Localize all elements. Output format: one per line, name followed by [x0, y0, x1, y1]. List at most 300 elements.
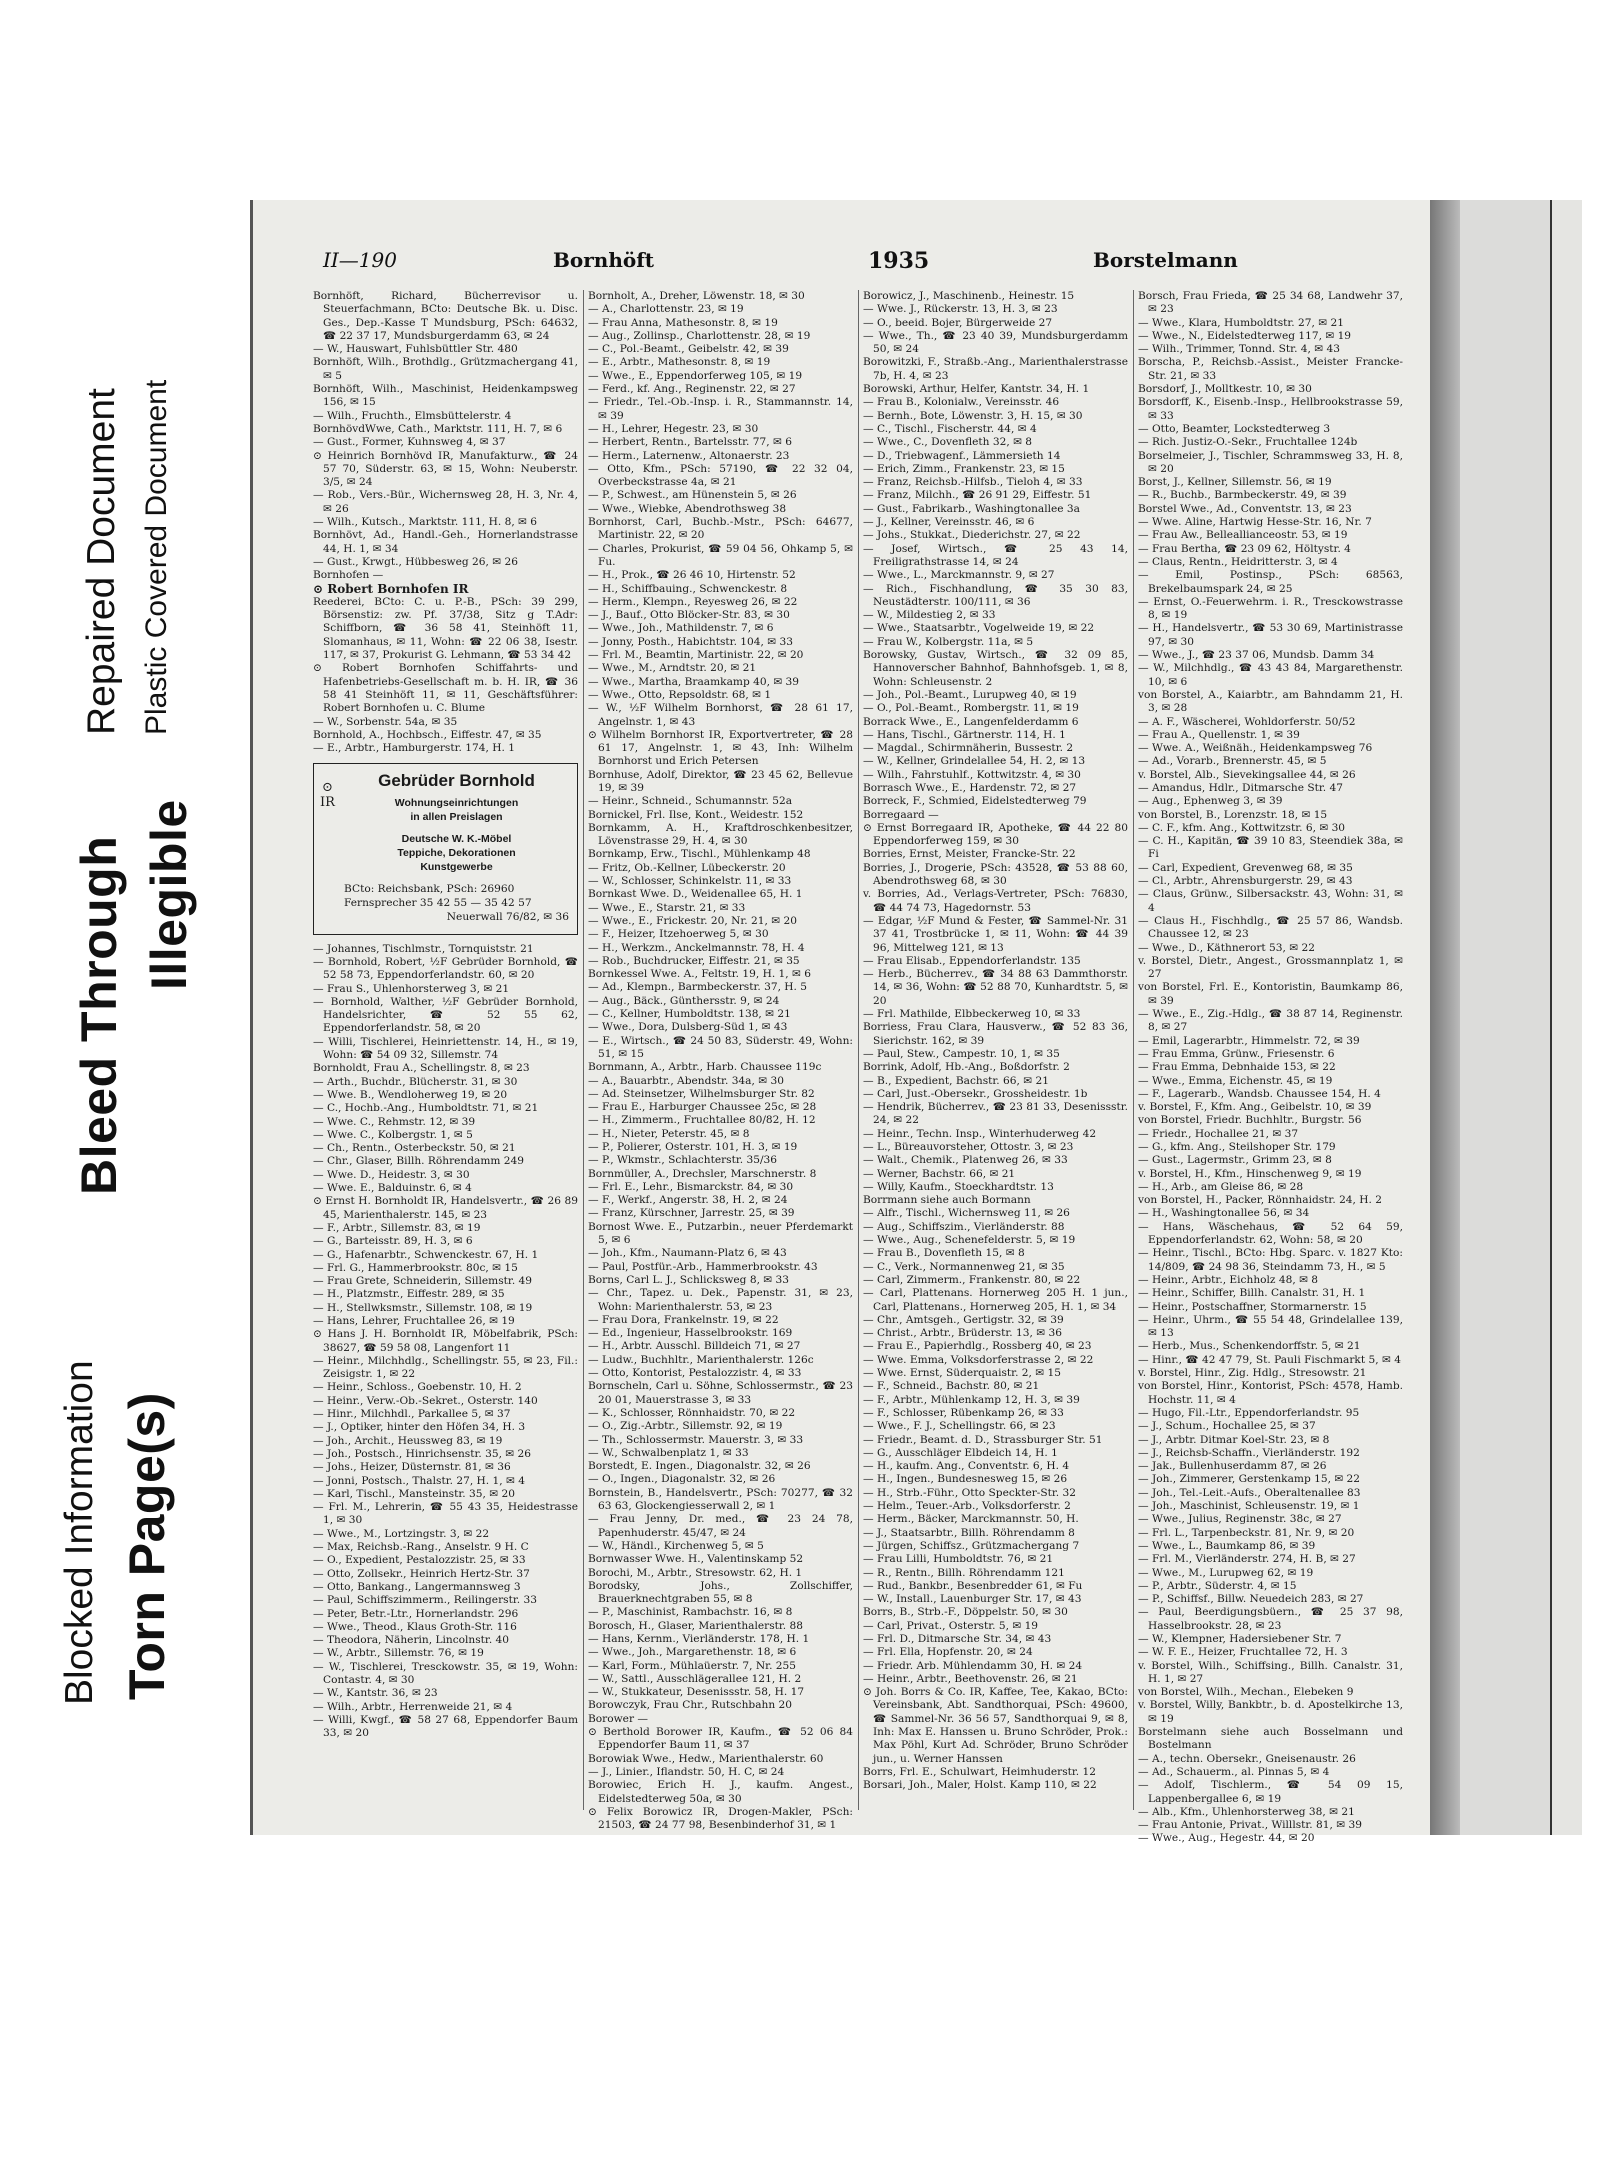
directory-entry: v. Borstel, Alb., Sievekingsallee 44, ✉ 26: [1138, 768, 1356, 781]
directory-entry: Bornholt, A., Dreher, Löwenstr. 18, ✉ 30: [588, 290, 805, 302]
directory-entry: — Wilh., Kutsch., Marktstr. 111, H. 8, ✉ 6: [313, 516, 538, 529]
directory-entry: — Wwe., Otto, Repsoldstr. 68, ✉ 1: [588, 688, 772, 701]
directory-entry: — Frl. Ella, Hopfenstr. 20, ✉ 24: [863, 1646, 1033, 1659]
directory-entry: — Johs., Heizer, Düsternstr. 81, ✉ 36: [313, 1461, 511, 1474]
directory-entry: Borst, J., Kellner, Sillemstr. 56, ✉ 19: [1138, 476, 1332, 489]
directory-entry: — Bernh., Bote, Löwenstr. 3, H. 15, ✉ 30: [863, 409, 1083, 422]
directory-entry: — Frau Aw., Belleallianceostr. 53, ✉ 19: [1138, 529, 1348, 542]
directory-entry: Borsch, Frau Frieda, ☎ 25 34 68, Landwehr 37, ✉ 23: [1138, 290, 1403, 316]
directory-entry: — Wwe., Emma, Eichenstr. 45, ✉ 19: [1138, 1074, 1333, 1087]
column-4: [1138, 290, 1403, 1845]
directory-entry: — Frl. M., Beamtin, Martinistr. 22, ✉ 20: [588, 649, 804, 662]
directory-entry: — H., Platzmstr., Eiffestr. 289, ✉ 35: [313, 1288, 505, 1301]
directory-entry: — H., Lehrer, Hegestr. 23, ✉ 30: [588, 422, 759, 435]
directory-entry: — Heinr., Schiffer, Billh. Canalstr. 31, H. 1: [1138, 1287, 1366, 1300]
directory-entry: — Joh., Archit., Heussweg 83, ✉ 19: [313, 1434, 503, 1447]
directory-entry: — Otto, Zollsekr., Heinrich Hertz-Str. 37: [313, 1567, 530, 1580]
directory-entry: — Karl, Form., Mühlaüerstr. 7, Nr. 255: [588, 1659, 797, 1672]
directory-entry: — Wwe., M., Lortzingstr. 3, ✉ 22: [313, 1527, 490, 1540]
directory-entry: — Willy, Kaufm., Stoeckhardtstr. 13: [863, 1180, 1054, 1193]
directory-entry: — Hans, Tischl., Gärtnerstr. 114, H. 1: [863, 728, 1066, 741]
directory-entry: — Franz, Kürschner, Jarrestr. 25, ✉ 39: [588, 1207, 795, 1220]
directory-entry: — Claus, Rentn., Heidritterstr. 3, ✉ 4: [1138, 555, 1338, 568]
directory-entry: — Carl, Zimmerm., Frankenstr. 80, ✉ 22: [863, 1273, 1081, 1286]
directory-entry: — Chr., Tapez. u. Dek., Papenstr. 31, ✉ 23, Wohn: Marienthalerstr. 53, ✉ 23: [588, 1287, 853, 1313]
directory-entry: Bornkessel Wwe. A., Feltstr. 19, H. 1, ✉ 6: [588, 968, 812, 981]
directory-entry: — Wwe., Aug., Schenefelderstr. 5, ✉ 19: [863, 1234, 1076, 1247]
directory-entry: — W., Schwalbenplatz 1, ✉ 33: [588, 1446, 749, 1459]
directory-entry: — E., Arbtr., Mathesonstr. 8, ✉ 19: [588, 356, 771, 369]
directory-entry: — F., Schneid., Bachstr. 80, ✉ 21: [863, 1380, 1040, 1393]
directory-entry: — Herm., Laternenw., Altonaerstr. 23: [588, 449, 790, 462]
directory-entry: — H., Arbtr. Ausschl. Billdeich 71, ✉ 27: [588, 1340, 801, 1353]
directory-entry: Borstelmann siehe auch Bosselmann und Bostelmann: [1138, 1726, 1403, 1752]
directory-entry: — Frl. L., Tarpenbeckstr. 81, Nr. 9, ✉ 20: [1138, 1526, 1355, 1539]
directory-entry: — Ferd., kf. Ang., Reginenstr. 22, ✉ 27: [588, 383, 796, 396]
directory-entry: — Hans, Wäschehaus, ☎ 52 64 59, Eppendorferlandstr. 62, Wohn: 58, ✉ 20: [1138, 1220, 1403, 1247]
directory-entry: Borstel Wwe., Ad., Conventstr. 13, ✉ 23: [1138, 502, 1352, 515]
directory-entry: — Frau S., Uhlenhorsterweg 3, ✉ 21: [313, 982, 510, 995]
directory-entry: — Jonni, Postsch., Thalstr. 27, H. 1, ✉ 4: [313, 1474, 525, 1487]
directory-entry: — F., Arbtr., Sillemstr. 83, ✉ 19: [313, 1221, 481, 1234]
directory-entry: — W., Milchhdlg., ☎ 43 43 84, Margarethenstr. 10, ✉ 6: [1138, 662, 1403, 688]
header-first-word: Bornhöft: [553, 248, 655, 272]
directory-entry: — Wwe. A., Weißnäh., Heidenkampsweg 76: [1138, 742, 1373, 755]
directory-entry: Bornickel, Frl. Ilse, Kont., Weidestr. 152: [588, 808, 804, 821]
directory-entry: Bornmüller, A., Drechsler, Marschnerstr. 8: [588, 1167, 817, 1180]
directory-entry: — C., Kellner, Humboldtstr. 138, ✉ 21: [588, 1008, 791, 1021]
directory-entry: — Carl, Plattenans. Hornerweg 205 H. 1 jun., Carl, Plattenans., Hornerweg 205, H. 1, ✉ 34: [863, 1287, 1128, 1313]
directory-entry: — H., Strb.-Führ., Otto Speckter-Str. 32: [863, 1486, 1077, 1499]
directory-entry: Borower —: [588, 1712, 648, 1725]
directory-entry: — Chr., Glaser, Billh. Röhrendamm 249: [313, 1155, 525, 1168]
directory-entry: — Theodora, Näherin, Lincolnstr. 40: [313, 1634, 510, 1647]
directory-entry: — Wwe., F. J., Schellingstr. 66, ✉ 23: [863, 1420, 1056, 1433]
directory-entry: Borowsky, Gustav, Wirtsch., ☎ 32 09 85, Hannoverscher Bahnhof, Bahnhofsgeb. 1, ✉ 8, Wohn: Schleusenstr. 2: [863, 649, 1128, 688]
directory-entry: — Friedr., Tel.-Ob.-Insp. i. R., Stammannstr. 14, ✉ 39: [588, 396, 853, 422]
directory-entry: — Joh., Kfm., Naumann-Platz 6, ✉ 43: [588, 1247, 787, 1260]
header-last-word: Borstelmann: [1093, 248, 1238, 272]
directory-entry: — E., Arbtr., Hamburgerstr. 174, H. 1: [313, 742, 515, 755]
directory-entry: — Heinr., Arbtr., Eichholz 48, ✉ 8: [1138, 1273, 1319, 1286]
directory-entry: v. Borstel, H., Kfm., Hinschenweg 9, ✉ 19: [1138, 1167, 1362, 1180]
directory-entry: — Ad. Steinsetzer, Wilhelmsburger Str. 82: [588, 1087, 815, 1100]
directory-entry: — Wwe. D., Heidestr. 3, ✉ 30: [313, 1168, 470, 1181]
directory-entry: Bornhöft, Wilh., Brothdlg., Grützmachergang 41, ✉ 5: [313, 356, 578, 382]
directory-entry: — Franz, Reichsb.-Hilfsb., Tieloh 4, ✉ 33: [863, 476, 1083, 489]
directory-entry: — J., Linier., Iflandstr. 50, H. C, ✉ 24: [588, 1765, 785, 1778]
directory-entry: — Otto, Bankang., Langermannsweg 3: [313, 1580, 521, 1593]
ad-line-1: Wohnungseinrichtungen: [394, 796, 519, 809]
directory-entry: — J., Staatsarbtr., Billh. Röhrendamm 8: [863, 1526, 1075, 1539]
directory-entry: — Heinr., Postschaffner, Stormarnerstr. 15: [1138, 1300, 1367, 1313]
page-gutter-shadow: [1430, 200, 1460, 1835]
directory-entry: — Wwe., Klara, Humboldtstr. 27, ✉ 21: [1138, 316, 1344, 329]
directory-entry: — Wwe. J., Rückerstr. 13, H. 3, ✉ 23: [863, 303, 1058, 316]
directory-entry: — Gust., Krwgt., Hübbesweg 26, ✉ 26: [313, 555, 518, 568]
ad-line-3: Deutsche W. K.-Möbel: [401, 832, 512, 845]
directory-entry: — Adolf, Tischlerm., ☎ 54 09 15, Lappenbergallee 6, ✉ 19: [1138, 1779, 1403, 1805]
ad-line-4: Teppiche, Dekorationen: [397, 846, 516, 859]
column-4-entries: [1138, 290, 1403, 1846]
directory-entry: — H., Arb., am Gleise 86, ✉ 28: [1138, 1180, 1304, 1193]
directory-entry: — Ernst, O.-Feuerwehrm. i. R., Tresckowstrasse 8, ✉ 19: [1138, 595, 1403, 622]
directory-entry: — Frau A., Quellenstr. 1, ✉ 39: [1138, 728, 1300, 741]
directory-entry: Borrs, B., Strb.-F., Döppelstr. 50, ✉ 30: [863, 1606, 1068, 1619]
directory-entry: Borodsky, Johs., Zollschiffer, Brauerknechtgraben 55, ✉ 8: [588, 1579, 853, 1606]
directory-entry: — W., Kantstr. 36, ✉ 23: [313, 1687, 438, 1700]
directory-entry: ⊙ Wilhelm Bornhorst IR, Exportvertreter, ☎ 28 61 17, Angelnstr. 1, ✉ 43, Inh: Wilhelm Bornhorst und Erich Petersen: [588, 728, 853, 768]
directory-entry: von Borstel, Frl. E., Kontoristin, Baumkamp 86, ✉ 39: [1138, 981, 1403, 1007]
directory-entry: — C. H., Kapitän, ☎ 39 10 83, Steendiek 38a, ✉ Fi: [1138, 835, 1403, 861]
directory-entry: — Rob., Buchdrucker, Eiffestr. 21, ✉ 35: [588, 954, 800, 967]
directory-entry: — Rud., Bankbr., Besenbredder 61, ✉ Fu: [863, 1579, 1083, 1592]
adjacent-page-edge: [1550, 200, 1582, 1835]
directory-entry: — Frau E., Papierhdlg., Rossberg 40, ✉ 23: [863, 1340, 1092, 1353]
directory-entry: — Wwe., D., Käthnerort 53, ✉ 22: [1138, 941, 1315, 954]
directory-entry: — Th., Schlossermstr. Mauerstr. 3, ✉ 33: [588, 1433, 804, 1446]
directory-entry: — Rich. Justiz-O.-Sekr., Fruchtallee 124b: [1138, 436, 1358, 449]
directory-entry: — Paul, Schiffszimmerm., Reilingerstr. 33: [313, 1594, 537, 1607]
directory-entry: — Erich, Zimm., Frankenstr. 23, ✉ 15: [863, 462, 1065, 475]
directory-entry: — F., Schlosser, Rübenkamp 26, ✉ 33: [863, 1406, 1064, 1419]
directory-entry: — F., Heizer, Itzehoerweg 5, ✉ 30: [588, 928, 769, 941]
directory-entry: — W., Mildestieg 2, ✉ 33: [863, 609, 996, 622]
directory-entry: v. Borstel, Wilh., Schiffsing., Billh. Canalstr. 31, H. 1, ✉ 27: [1138, 1659, 1403, 1685]
directory-entry: — Jürgen, Schiffsz., Grützmachergang 7: [863, 1539, 1080, 1552]
directory-entry: Bornkamm, A. H., Kraftdroschkenbesitzer, Lövenstrasse 29, H. 4, ✉ 30: [588, 821, 853, 848]
label-torn-pages: Torn Page(s): [119, 1392, 175, 1700]
directory-entry: — Wwe., Joh., Margarethenstr. 18, ✉ 6: [588, 1646, 797, 1659]
ad-phone: Fernsprecher 35 42 55 — 35 42 57: [344, 896, 532, 909]
directory-entry: — Josef, Wirtsch., ☎ 25 43 14, Freiligrathstrasse 14, ✉ 24: [863, 542, 1128, 568]
directory-entry: — Wwe., Dora, Dulsberg-Süd 1, ✉ 43: [588, 1021, 788, 1034]
directory-entry: — Frl. M., Vierländerstr. 274, H. B, ✉ 27: [1138, 1553, 1356, 1566]
directory-entry: — Rob., Vers.-Bür., Wichernsweg 28, H. 3, Nr. 4, ✉ 26: [313, 489, 578, 515]
directory-entry: Reederei, BCto: C. u. P.-B., PSch: 39 299, Börsenstiz: zw. Pf. 37/38, Sitz g T.Adr: Schiffborn, ☎ 36 58 41, Steinhöft 11, Slomanhaus, ✉ 11, Wohn: ☎ 22 06 38, Isestr. 117, ✉ 37, Prokurist G. Lehmann, ☎ 53 34 42: [313, 595, 578, 662]
directory-entry: — Willi, Kwgf., ☎ 58 27 68, Eppendorfer Baum 33, ✉ 20: [313, 1713, 578, 1740]
column-1-entries-top: [313, 290, 578, 755]
directory-entry: — Frau Dora, Frankelnstr. 19, ✉ 22: [588, 1313, 779, 1326]
directory-entry: — G., Barteisstr. 89, H. 3, ✉ 6: [313, 1235, 473, 1248]
directory-entry: — Frau Lilli, Humboldtstr. 76, ✉ 21: [863, 1553, 1054, 1566]
directory-entry: — Karl, Tischl., Mansteinstr. 35, ✉ 20: [313, 1487, 515, 1500]
directory-entry: Borregaard —: [863, 808, 939, 821]
directory-entry: v. Borstel, Hinr., Zig. Hdlg., Stresowstr. 21: [1138, 1367, 1367, 1380]
directory-entry: von Borstel, H., Packer, Rönnhaidstr. 24, H. 2: [1138, 1194, 1382, 1207]
directory-entry: — Paul, Postfür.-Arb., Hammerbrookstr. 43: [588, 1260, 818, 1273]
directory-entry: — Christ., Arbtr., Brüderstr. 13, ✉ 36: [863, 1327, 1062, 1340]
directory-entry: Borosch, H., Glaser, Marienthalerstr. 88: [588, 1619, 804, 1632]
directory-entry: — W., Tischlerei, Tresckowstr. 35, ✉ 19, Wohn: Contastr. 4, ✉ 30: [313, 1660, 578, 1687]
directory-entry: Borsdorf, J., Molltkestr. 10, ✉ 30: [1138, 383, 1312, 396]
directory-entry: ⊙ Ernst Borregaard IR, Apotheke, ☎ 44 22 80 Eppendorferweg 159, ✉ 30: [863, 821, 1128, 848]
directory-entry: — Claus, Grünw., Silbersackstr. 43, Wohn: 31, ✉ 4: [1138, 888, 1403, 914]
column-2-entries: [588, 290, 853, 1832]
directory-entry: — H., Werkzm., Anckelmannstr. 78, H. 4: [588, 941, 805, 954]
directory-entry: — D., Triebwagenf., Lämmersieth 14: [863, 449, 1061, 462]
page-number: II—190: [323, 248, 397, 272]
page-header: [323, 248, 1403, 280]
directory-entry: — Heinr., Techn. Insp., Winterhuderweg 42: [863, 1127, 1097, 1140]
directory-entry: — Carl, Just.-Obersekr., Grossheidestr. 1b: [863, 1087, 1088, 1100]
directory-entry: Borowski, Arthur, Helfer, Kantstr. 34, H. 1: [863, 383, 1090, 396]
directory-entry: Bornstein, B., Handelsvertr., PSch: 70277, ☎ 32 63 63, Glockengiesserwall 2, ✉ 1: [588, 1486, 853, 1513]
directory-entry: — Frl. D., Ditmarsche Str. 34, ✉ 43: [863, 1632, 1052, 1645]
directory-entry: — H., Handelsvertr., ☎ 53 30 69, Martinistrasse 97, ✉ 30: [1138, 622, 1403, 648]
directory-entry: — P., Schwest., am Hünenstein 5, ✉ 26: [588, 489, 797, 502]
directory-entry: Borowiak Wwe., Hedw., Marienthalerstr. 60: [588, 1752, 824, 1765]
directory-entry: — H., Prok., ☎ 26 46 10, Hirtenstr. 52: [588, 569, 796, 582]
directory-entry: — Frau E., Harburger Chaussee 25c, ✉ 28: [588, 1101, 817, 1114]
directory-entry: Borsari, Joh., Maler, Holst. Kamp 110, ✉ 22: [863, 1779, 1097, 1792]
directory-entry: von Borstel, Hinr., Kontorist, PSch: 4578, Hamb. Hochstr. 11, ✉ 4: [1138, 1380, 1403, 1406]
directory-entry: — W., Schlosser, Schinkelstr. 11, ✉ 33: [588, 875, 792, 888]
directory-entry: — H., Stellwksmstr., Sillemstr. 108, ✉ 19: [313, 1301, 533, 1314]
directory-entry: — Peter, Betr.-Ltr., Hornerlandstr. 296: [313, 1607, 519, 1620]
directory-entry: — Hans, Kernm., Vierländerstr. 178, H. 1: [588, 1632, 810, 1645]
directory-entry: ⊙ Robert Bornhofen Schiffahrts- und Hafenbetriebs-Gesellschaft m. b. H. IR, ☎ 36 58 41 Steinhöft 11, ✉ 11, Geschäftsführer: Robert Bornhofen u. C. Blume: [313, 662, 578, 715]
header-year: 1935: [868, 248, 930, 274]
directory-entry: — Hugo, Fil.-Ltr., Eppendorferlandstr. 95: [1138, 1406, 1360, 1419]
directory-entry: Bornwasser Wwe. H., Valentinskamp 52: [588, 1553, 804, 1566]
directory-entry: — Friedr. Arb. Mühlendamm 30, H. ✉ 24: [863, 1659, 1083, 1672]
directory-entry: — A. F., Wäscherei, Wohldorferstr. 50/52: [1138, 715, 1356, 728]
directory-entry: — Ed., Ingenieur, Hasselbrookstr. 169: [588, 1327, 793, 1340]
directory-entry: — Wilh., Fruchth., Elmsbüttelerstr. 4: [313, 409, 512, 422]
directory-entry: v. Borries, Ad., Verlags-Vertreter, PSch: 76830, ☎ 44 74 73, Hagedornstr. 53: [863, 888, 1128, 914]
directory-entry: Bornhöft, Wilh., Maschinist, Heidenkampsweg 156, ✉ 15: [313, 383, 578, 409]
directory-entry: — A., techn. Obersekr., Gneisenaustr. 26: [1138, 1752, 1356, 1765]
directory-entry: Bornhorst, Carl, Buchb.-Mstr., PSch: 64677, Martinistr. 22, ✉ 20: [588, 516, 853, 542]
label-bleed-through: Bleed Through: [71, 835, 127, 1195]
directory-entry: — Otto, Kfm., PSch: 57190, ☎ 22 32 04, Overbeckstrasse 4a, ✉ 21: [588, 462, 853, 489]
directory-entry: Borries, J., Drogerie, PSch: 43528, ☎ 53 88 60, Abendrothsweg 68, ✉ 30: [863, 861, 1128, 888]
directory-entry: — R., Rentn., Billh. Röhrendamm 121: [863, 1566, 1065, 1579]
directory-entry: Bornhuse, Adolf, Direktor, ☎ 23 45 62, Bellevue 19, ✉ 39: [588, 768, 853, 794]
directory-entry: ⊙ Robert Bornhofen IR: [313, 581, 469, 596]
directory-entry: — P., Polierer, Osterstr. 101, H. 3, ✉ 19: [588, 1141, 798, 1153]
scanned-directory-page: [250, 200, 1580, 1845]
directory-entry: — Herb., Bücherrev., ☎ 34 88 63 Dammthorstr. 14, ✉ 36, Wohn: ☎ 52 88 70, Kunhardtstr. 5, ✉ 20: [863, 968, 1128, 1007]
directory-entry: — Aug., Zollinsp., Charlottenstr. 28, ✉ 19: [588, 329, 811, 342]
directory-entry: — W., Arbtr., Sillemstr. 76, ✉ 19: [313, 1647, 484, 1660]
directory-entry: — Rich., Fischhandlung, ☎ 35 30 83, Neustädterstr. 100/111, ✉ 36: [863, 582, 1128, 608]
directory-entry: — Frau B., Kolonialw., Vereinsstr. 46: [863, 396, 1060, 409]
directory-entry: Bornhold, A., Hochbsch., Eiffestr. 47, ✉ 35: [313, 728, 542, 741]
directory-entry: — Ludw., Buchhltr., Marienthalerstr. 126c: [588, 1353, 814, 1366]
directory-entry: — Herbert, Rentn., Bartelsstr. 77, ✉ 6: [588, 436, 792, 449]
directory-entry: — O., Ingen., Diagonalstr. 32, ✉ 26: [588, 1473, 776, 1486]
column-3-entries: [863, 290, 1128, 1793]
directory-entry: Borochi, M., Arbtr., Stresowstr. 62, H. 1: [588, 1566, 803, 1579]
directory-entry: — Herb., Mus., Schenkendorffstr. 5, ✉ 21: [1138, 1340, 1361, 1353]
column-divider: [1133, 290, 1134, 1810]
directory-entry: — Wwe., Aug., Hegestr. 44, ✉ 20: [1138, 1832, 1315, 1845]
directory-entry: — Helm., Teuer.-Arb., Volksdorferstr. 2: [863, 1500, 1071, 1513]
directory-entry: — Wwe., Wiebke, Abendrothsweg 38: [588, 502, 787, 515]
directory-entry: — C., Pol.-Beamt., Geibelstr. 42, ✉ 39: [588, 343, 789, 356]
directory-entry: — Aug., Bäck., Günthersstr. 9, ✉ 24: [588, 994, 780, 1007]
directory-entry: — Wwe., Theod., Klaus Groth-Str. 116: [313, 1620, 517, 1633]
directory-entry: von Borstel, B., Lorenzstr. 18, ✉ 15: [1138, 808, 1328, 821]
directory-entry: — Joh., Pol.-Beamt., Lurupweg 40, ✉ 19: [863, 688, 1077, 701]
directory-entry: — J., Optiker, hinter den Höfen 34, H. 3: [313, 1421, 526, 1434]
directory-entry: — Alb., Kfm., Uhlenhorsterweg 38, ✉ 21: [1138, 1805, 1355, 1818]
directory-entry: — Joh., Zimmerer, Gerstenkamp 15, ✉ 22: [1138, 1473, 1361, 1486]
directory-entry: — Emil, Lagerarbtr., Himmelstr. 72, ✉ 39: [1138, 1034, 1360, 1047]
directory-entry: — Walt., Chemik., Platenweg 26, ✉ 33: [863, 1154, 1068, 1167]
column-1-entries-bottom: [313, 943, 578, 1741]
directory-entry: — P., Schiffsf., Billw. Neuedeich 283, ✉ 27: [1138, 1593, 1364, 1606]
directory-entry: — Wwe., L., Marckmannstr. 9, ✉ 27: [863, 569, 1055, 582]
directory-entry: Borrasch Wwe., E., Hardenstr. 72, ✉ 27: [863, 781, 1077, 794]
directory-entry: — Frl. Mathilde, Elbbeckerweg 10, ✉ 33: [863, 1008, 1081, 1021]
directory-entry: — Wwe., E., Eppendorferweg 105, ✉ 19: [588, 369, 803, 382]
directory-entry: Borriess, Frau Clara, Hausverw., ☎ 52 83 36, Sierichstr. 162, ✉ 39: [863, 1021, 1128, 1047]
column-3: [863, 290, 1128, 1810]
directory-entry: — K., Schlosser, Rönnhaidstr. 70, ✉ 22: [588, 1406, 796, 1419]
directory-entry: — G., Hafenarbtr., Schwenckestr. 67, H. 1: [313, 1248, 539, 1261]
column-1: [313, 290, 578, 1810]
directory-entry: — Wwe. Ernst, Süderquaistr. 2, ✉ 15: [863, 1367, 1062, 1380]
directory-entry: — O., Zig.-Arbtr., Sillemstr. 92, ✉ 19: [588, 1420, 783, 1433]
directory-entry: — Cl., Arbtr., Ahrensburgerstr. 29, ✉ 43: [1138, 875, 1353, 888]
directory-entry: — Johs., Stukkat., Diederichstr. 27, ✉ 22: [863, 529, 1081, 542]
directory-entry: Borns, Carl L. J., Schlicksweg 8, ✉ 33: [588, 1273, 790, 1286]
directory-entry: Borries, Ernst, Meister, Francke-Str. 22: [863, 848, 1076, 861]
directory-entry: — Hans, Lehrer, Fruchtallee 26, ✉ 19: [313, 1315, 515, 1327]
directory-entry: Borrmann siehe auch Bormann: [863, 1194, 1031, 1207]
directory-entry: — O., Pol.-Beamt., Rombergstr. 11, ✉ 19: [863, 702, 1079, 715]
directory-entry: Borrs, Frl. E., Schulwart, Heimhuderstr. 12: [863, 1765, 1097, 1778]
advertisement-gebrueder-bornhold: [313, 763, 578, 934]
directory-entry: — Emil, Postinsp., PSch: 68563, Brekelbaumspark 24, ✉ 25: [1138, 569, 1403, 595]
label-plastic-covered-document: Plastic Covered Document: [140, 379, 173, 735]
directory-entry: — G., kfm. Ang., Steilshoper Str. 179: [1138, 1141, 1336, 1153]
directory-entry: — Gust., Fabrikarb., Washingtonallee 3a: [863, 502, 1080, 515]
directory-entry: — J., Arbtr. Ditmar Koel-Str. 23, ✉ 8: [1138, 1433, 1330, 1446]
directory-entry: Borreck, F., Schmied, Eidelstedterweg 79: [863, 795, 1087, 808]
label-repaired-document: Repaired Document: [80, 388, 123, 735]
column-2: [588, 290, 853, 1832]
directory-entry: — Wwe., E., Frickestr. 20, Nr. 21, ✉ 20: [588, 914, 797, 927]
directory-entry: — Max, Reichsb.-Rang., Anselstr. 9 H. C: [313, 1541, 529, 1554]
directory-entry: — F., Werkf., Angerstr. 38, H. 2, ✉ 24: [588, 1194, 788, 1207]
directory-entry: ⊙ Joh. Borrs & Co. IR, Kaffee, Tee, Kakao, BCto: Vereinsbank, Abt. Sandthorquai, PSch: 49600, ☎ Sammel-Nr. 36 56 57, Sandthorquai 9, ✉ 8, Inh: Max E. Hanssen u. Bruno Schröder, Prok.: Max Pöhl, Kurt Ad. Schröder, Bruno Schröder jun., u. Werner Hanssen: [863, 1686, 1128, 1765]
directory-entry: — Otto, Beamter, Lockstedterweg 3: [1138, 422, 1331, 435]
label-blocked-information: Blocked Information: [58, 1360, 101, 1705]
directory-entry: — Claus H., Fischhdlg., ☎ 25 57 86, Wandsb. Chaussee 12, ✉ 23: [1138, 914, 1403, 941]
directory-entry: — Wilh., Arbtr., Herrenweide 21, ✉ 4: [313, 1700, 513, 1713]
directory-entry: — W., Kellner, Grindelallee 54, H. 2, ✉ 13: [863, 755, 1086, 768]
directory-entry: — W., Sorbenstr. 54a, ✉ 35: [313, 715, 458, 728]
directory-entry: — W., Klempner, Hadersiebener Str. 7: [1138, 1632, 1342, 1645]
directory-entry: — Carl, Privat., Osterstr. 5, ✉ 19: [863, 1619, 1039, 1632]
directory-entry: Borrack Wwe., E., Langenfelderdamm 6: [863, 715, 1079, 728]
directory-entry: — Wwe., Joh., Mathildenstr. 7, ✉ 6: [588, 622, 774, 635]
directory-entry: — Wwe. E., Balduinstr. 6, ✉ 4: [313, 1182, 472, 1195]
directory-entry: — Paul, Stew., Campestr. 10, 1, ✉ 35: [863, 1047, 1060, 1060]
directory-entry: — Wwe., M., Arndtstr. 20, ✉ 21: [588, 662, 757, 675]
directory-entry: — H., Schiffbauing., Schwenckestr. 8: [588, 582, 788, 595]
label-illegible: Illegible: [141, 799, 197, 990]
directory-entry: — Ad., Schauerm., al. Pinnas 5, ✉ 4: [1138, 1765, 1330, 1778]
directory-entry: BornhövdWwe, Cath., Marktstr. 111, H. 7, ✉ 6: [313, 422, 563, 435]
directory-entry: — Frau Jenny, Dr. med., ☎ 23 24 78, Papenhuderstr. 45/47, ✉ 24: [588, 1513, 853, 1539]
directory-entry: — Frau W., Kolbergstr. 11a, ✉ 5: [863, 635, 1034, 648]
directory-entry: — Heinr., Milchhdlg., Schellingstr. 55, ✉ 23, Fil.: Zeisigstr. 1, ✉ 22: [313, 1354, 578, 1381]
directory-entry: — Bornhold, Walther, ½F Gebrüder Bornhold, Handelsrichter, ☎ 52 55 62, Eppendorferlandstr. 58, ✉ 20: [313, 995, 578, 1035]
directory-entry: v. Borstel, Dietr., Angest., Grossmannplatz 1, ✉ 27: [1138, 954, 1403, 981]
directory-entry: — Hinr., ☎ 42 47 79, St. Pauli Fischmarkt 5, ✉ 4: [1138, 1353, 1401, 1366]
directory-entry: — Wilh., Trimmer, Tonnd. Str. 4, ✉ 43: [1138, 343, 1341, 356]
directory-entry: — W., Hauswart, Fuhlsbüttler Str. 480: [313, 343, 518, 356]
directory-entry: — Jak., Bullenhuserdamm 87, ✉ 26: [1138, 1460, 1327, 1473]
directory-entry: — Wwe., Martha, Braamkamp 40, ✉ 39: [588, 675, 800, 688]
ad-bank: BCto: Reichsbank, PSch: 26960: [344, 882, 515, 895]
directory-entry: ⊙ Berthold Borower IR, Kaufm., ☎ 52 06 84 Eppendorfer Baum 11, ✉ 37: [588, 1726, 853, 1752]
directory-entry: — Wwe. Aline, Hartwig Hesse-Str. 16, Nr. 7: [1138, 516, 1372, 529]
directory-entry: v. Borstel, Willy, Bankbtr., b. d. Apostelkirche 13, ✉ 19: [1138, 1699, 1403, 1725]
column-divider: [583, 290, 584, 1810]
directory-entry: — Wilh., Fahrstuhlf., Kottwitzstr. 4, ✉ 30: [863, 768, 1081, 781]
directory-entry: — Bornhold, Robert, ½F Gebrüder Bornhold, ☎ 52 58 73, Eppendorferlandstr. 60, ✉ 20: [313, 955, 578, 982]
directory-entry: — Wwe., C., Dovenfleth 32, ✉ 8: [863, 436, 1033, 449]
directory-entry: — Ad., Vorarb., Brennerstr. 45, ✉ 5: [1138, 755, 1327, 768]
directory-entry: — Gust., Lagermstr., Grimm 23, ✉ 8: [1138, 1154, 1332, 1167]
directory-entry: — Frau Elisab., Eppendorferlandstr. 135: [863, 954, 1081, 967]
directory-entry: — Arth., Buchdr., Blücherstr. 31, ✉ 30: [313, 1075, 518, 1088]
directory-entry: — Frau B., Dovenfleth 15, ✉ 8: [863, 1247, 1025, 1260]
directory-entry: von Borstel, A., Kaiarbtr., am Bahndamm 21, H. 3, ✉ 28: [1138, 688, 1403, 715]
directory-entry: — Charles, Prokurist, ☎ 59 04 56, Ohkamp 5, ✉ Fu.: [588, 542, 853, 568]
directory-entry: — W., Händl., Kirchenweg 5, ✉ 5: [588, 1539, 764, 1552]
directory-entry: — Wwe., E., Starstr. 21, ✉ 33: [588, 901, 746, 914]
directory-entry: — C., Hochb.-Ang., Humboldtstr. 71, ✉ 21: [313, 1102, 539, 1115]
directory-entry: Borowicz, J., Maschinenb., Heinestr. 15: [863, 290, 1075, 302]
directory-entry: — Hendrik, Bücherrev., ☎ 23 81 33, Desenissstr. 24, ✉ 22: [863, 1101, 1128, 1127]
ad-line-5: Kunstgewerbe: [420, 860, 493, 873]
directory-entry: Bornholdt, Frau A., Schellingstr. 8, ✉ 23: [313, 1062, 530, 1075]
directory-entry: — Aug., Schiffszim., Vierländerstr. 88: [863, 1220, 1065, 1233]
directory-entry: — Franz, Milchh., ☎ 26 91 29, Eiffestr. 51: [863, 489, 1092, 502]
directory-entry: — C., Verk., Normannenweg 21, ✉ 35: [863, 1260, 1065, 1273]
directory-entry: — Joh., Maschinist, Schleusenstr. 19, ✉ 1: [1138, 1500, 1360, 1513]
directory-entry: — Heinr., Verw.-Ob.-Sekret., Osterstr. 140: [313, 1394, 538, 1407]
directory-entry: ⊙ Felix Borowicz IR, Drogen-Makler, PSch: 21503, ☎ 24 77 98, Besenbinderhof 31, ✉ 1: [588, 1805, 853, 1832]
directory-entry: — P., Maschinist, Rambachstr. 16, ✉ 8: [588, 1606, 793, 1619]
directory-entry: — Chr., Amtsgeh., Gertigstr. 32, ✉ 39: [863, 1313, 1064, 1326]
directory-entry: — Wwe., Julius, Reginenstr. 38c, ✉ 27: [1138, 1513, 1342, 1526]
directory-entry: — Ch., Rentn., Osterbeckstr. 50, ✉ 21: [313, 1142, 516, 1155]
directory-entry: — W., Sattl., Ausschlägerallee 121, H. 2: [588, 1672, 802, 1685]
directory-entry: — Heinr., Uhrm., ☎ 55 54 48, Grindelallee 139, ✉ 13: [1138, 1313, 1403, 1340]
directory-entry: — Wwe., M., Lurupweg 62, ✉ 19: [1138, 1566, 1314, 1579]
directory-entry: — W. F. E., Heizer, Fruchtallee 72, H. 3: [1138, 1646, 1348, 1659]
directory-entry: Borowczyk, Frau Chr., Rutschbahn 20: [588, 1699, 793, 1712]
ad-line-2: in allen Preislagen: [410, 810, 503, 823]
directory-page: [250, 200, 1430, 1845]
directory-entry: — W., ½F Wilhelm Bornhorst, ☎ 28 61 17, Angelnstr. 1, ✉ 43: [588, 702, 853, 728]
directory-entry: — Frau Emma, Grünw., Friesenstr. 6: [1138, 1047, 1335, 1060]
directory-entry: — Joh., Postsch., Hinrichsenstr. 35, ✉ 26: [313, 1447, 532, 1460]
directory-entry: — Heinr., Tischl., BCto: Hbg. Sparc. v. 1827 Kto: 14/809, ☎ 24 98 36, Steindamm 73, H., ✉ 5: [1138, 1247, 1403, 1273]
ad-registered-mark: ⊙ IR: [320, 780, 335, 811]
directory-entry: — Friedr., Beamt. d. D., Strassburger Str. 51: [863, 1433, 1103, 1446]
column-divider: [858, 290, 859, 1810]
directory-entry: — Johannes, Tischlmstr., Tornquiststr. 21: [313, 942, 534, 955]
